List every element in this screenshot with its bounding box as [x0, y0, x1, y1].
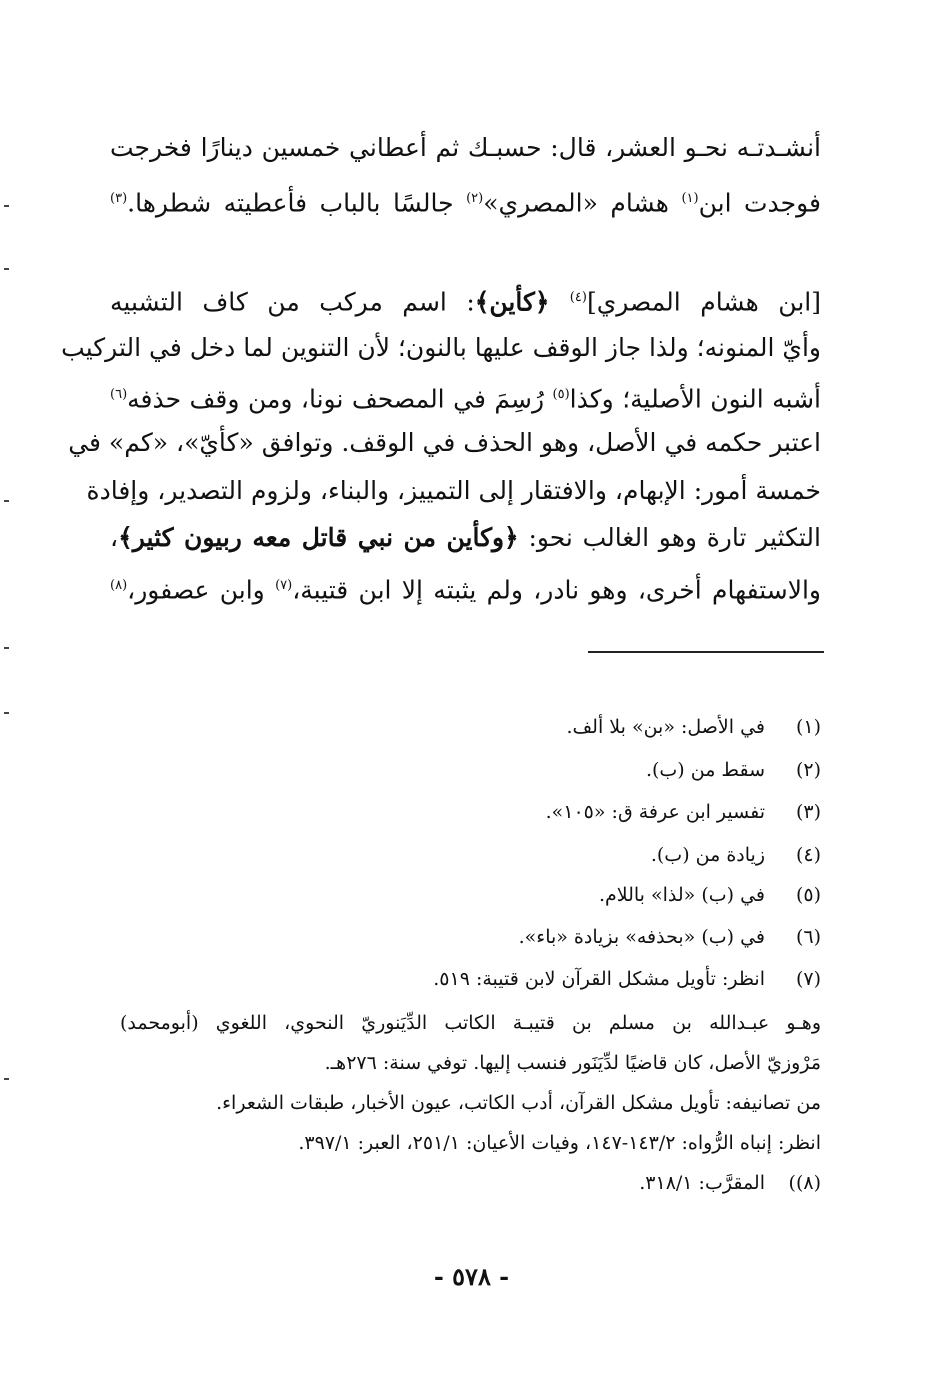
text: خمسة أمور: الإبهام، والافتقار إلى التمييز، والبناء، ولزوم التصدير، وإفادة: [86, 476, 821, 505]
text: التكثير تارة وهو الغالب نحو:: [518, 523, 821, 552]
footnote-continuation: [120, 1008, 821, 1038]
footnote-text: انظر: إنباه الرُّواه: ١٤٣/٢-١٤٧، وفيات الأعيان: ٢٥١/١، العبر: ٣٩٧/١.: [298, 1132, 821, 1154]
footnote-number: (٢): [795, 759, 821, 781]
footnote-text: انظر: تأويل مشكل القرآن لابن قتيبة: ٥١٩.: [433, 968, 765, 990]
footnote: [433, 964, 821, 994]
footnote-number: (٥): [795, 884, 821, 906]
footnote-text: زيادة من (ب).: [650, 844, 765, 866]
scan-mark: [4, 268, 9, 270]
text: أنشـدتـه نحـو العشر، قال: حسبـك ثم أعطاني خمسين دينارًا فخرجت: [110, 133, 821, 162]
footnote-ref: (١): [681, 191, 699, 206]
footnote-continuation: [325, 1048, 821, 1078]
text: هشام «المصري»: [483, 188, 682, 218]
main-text-line: [110, 130, 821, 166]
scan-mark: [4, 205, 9, 207]
main-text-line: [68, 425, 821, 461]
footnote-continuation: [298, 1128, 821, 1158]
footnote: [639, 1168, 821, 1198]
footnote-text: في (ب) «لذا» باللام.: [598, 884, 765, 906]
quran-quote: ﴿وكأين من نبي قاتل معه ربيون كثير﴾: [118, 523, 519, 552]
footnote-continuation: [216, 1088, 821, 1118]
footnote-number: (٧): [795, 968, 821, 990]
footnote-ref: (٤): [569, 290, 587, 305]
text: اعتبر حكمه في الأصل، وهو الحذف في الوقف. وتوافق «كأيّ»، «كم» في: [68, 428, 821, 457]
text: أشبه النون الأصلية؛ وكذا: [569, 384, 821, 414]
footnote-ref: (٥): [552, 387, 570, 402]
footnote-text: في الأصل: «بن» بلا ألف.: [566, 716, 765, 738]
scan-mark: [4, 1078, 9, 1080]
main-text-line: [110, 568, 821, 608]
scan-mark: [4, 712, 9, 714]
footnote-text: مَرْوزيّ الأصل، كان قاضيًا لدِّيَنَور فنسب إليها. توفي سنة: ٢٧٦هـ.: [324, 1052, 821, 1074]
main-text-line: [110, 181, 821, 221]
footnote: [646, 755, 821, 785]
main-text-line: [110, 377, 821, 417]
footnote-ref: (٧): [275, 578, 293, 593]
main-text-line: [110, 520, 821, 556]
text: وأيّ المنونه؛ ولذا جاز الوقف عليها بالنون؛ لأن التنوين لما دخل في التركيب: [61, 333, 821, 362]
main-text-line: [61, 330, 821, 366]
footnote-text: وهـو عبـدالله بن مسلم بن قتيبـة الكاتب الدِّيَنوريّ النحوي، اللغوي (أبومحمد): [120, 1012, 821, 1034]
main-text-line: [86, 473, 821, 509]
entry-heading: [ابن هشام المصري]: [586, 287, 821, 317]
footnote-number: (٤): [795, 844, 821, 866]
footnote-text: في (ب) «بحذفه» بزيادة «باء».: [518, 926, 765, 948]
footnote-number: (١): [795, 716, 821, 738]
text: جالسًا بالباب فأعطيته شطرها.: [127, 188, 467, 218]
footnote-ref: (٨): [110, 578, 128, 593]
text: فوجدت ابن: [698, 188, 821, 218]
footnote-number: (٨)): [788, 1172, 821, 1194]
text: ،: [110, 523, 119, 552]
text: وابن عصفور،: [127, 575, 276, 605]
footnote: [651, 840, 821, 870]
main-text-line: [110, 280, 821, 320]
footnote: [519, 922, 821, 952]
footnote-ref: (٦): [110, 387, 128, 402]
footnote-text: سقط من (ب).: [645, 759, 765, 781]
footnote: [566, 712, 821, 742]
footnote-text: من تصانيفه: تأويل مشكل القرآن، أدب الكاتب، عيون الأخبار، طبقات الشعراء.: [216, 1092, 821, 1114]
scan-mark: [4, 647, 9, 649]
text: : اسم مركب من كاف التشبيه: [110, 287, 475, 317]
page-number: - ٥٧٨ -: [433, 1262, 510, 1291]
footnote-ref: (٢): [466, 191, 484, 206]
text: والاستفهام أخرى، وهو نادر، ولم يثبته إلا ابن قتيبة،: [292, 575, 822, 605]
text: رُسِمَ في المصحف نونا، ومن وقف حذفه: [127, 384, 553, 414]
footnote-ref: (٣): [110, 191, 128, 206]
footnote: [599, 880, 821, 910]
footnote-number: (٣): [795, 801, 821, 823]
footnote-text: المقرَّب: ٣١٨/١.: [639, 1172, 765, 1194]
footnote-separator: [588, 651, 824, 653]
headword: ﴿كأين﴾: [474, 287, 570, 317]
footnote-text: تفسير ابن عرفة ق: «١٠٥».: [545, 801, 765, 823]
footnote: [546, 797, 821, 827]
footnote-number: (٦): [795, 926, 821, 948]
scan-mark: [4, 500, 9, 502]
